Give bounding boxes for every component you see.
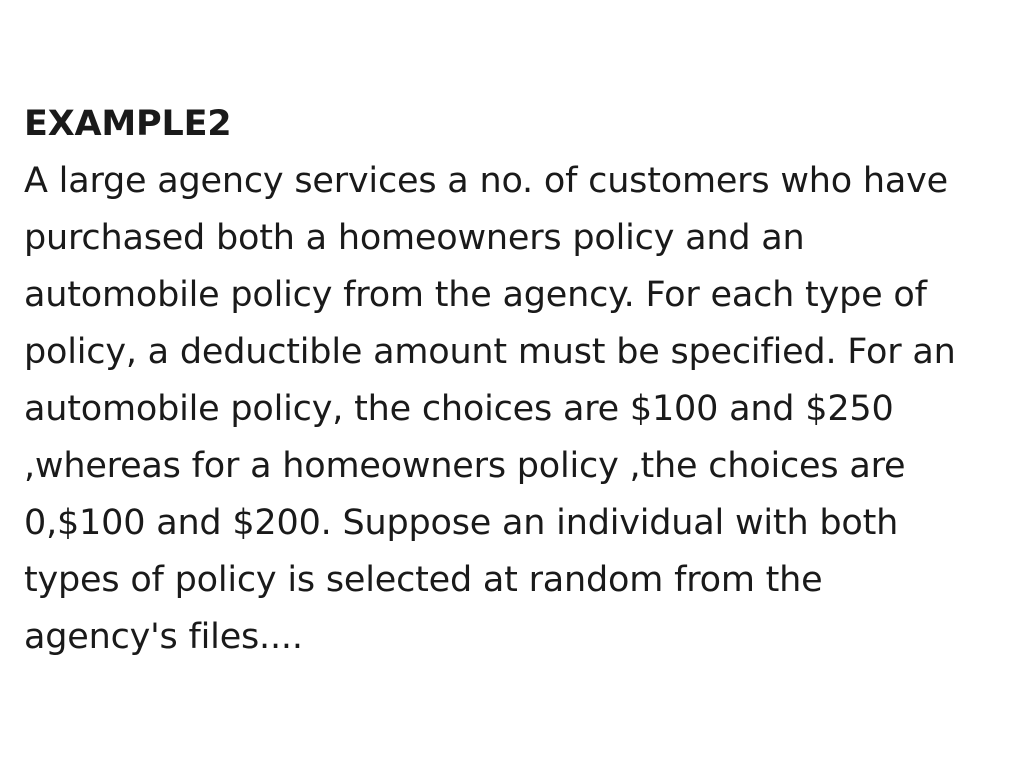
slide-heading: EXAMPLE2: [24, 104, 232, 144]
slide-paragraph: A large agency services a no. of customers who have purchased both a homeowners policy and an automobile policy from the agency. For each type of policy, a deductible amount must be specified. For an automobile policy, the choices are $100 and $250 ,whereas for a homeowners policy ,the choices are 0,$100 and $200. Suppose an individual with both types of policy is selected at random from the agency's files....: [24, 161, 967, 657]
slide-text-block: [24, 96, 976, 666]
